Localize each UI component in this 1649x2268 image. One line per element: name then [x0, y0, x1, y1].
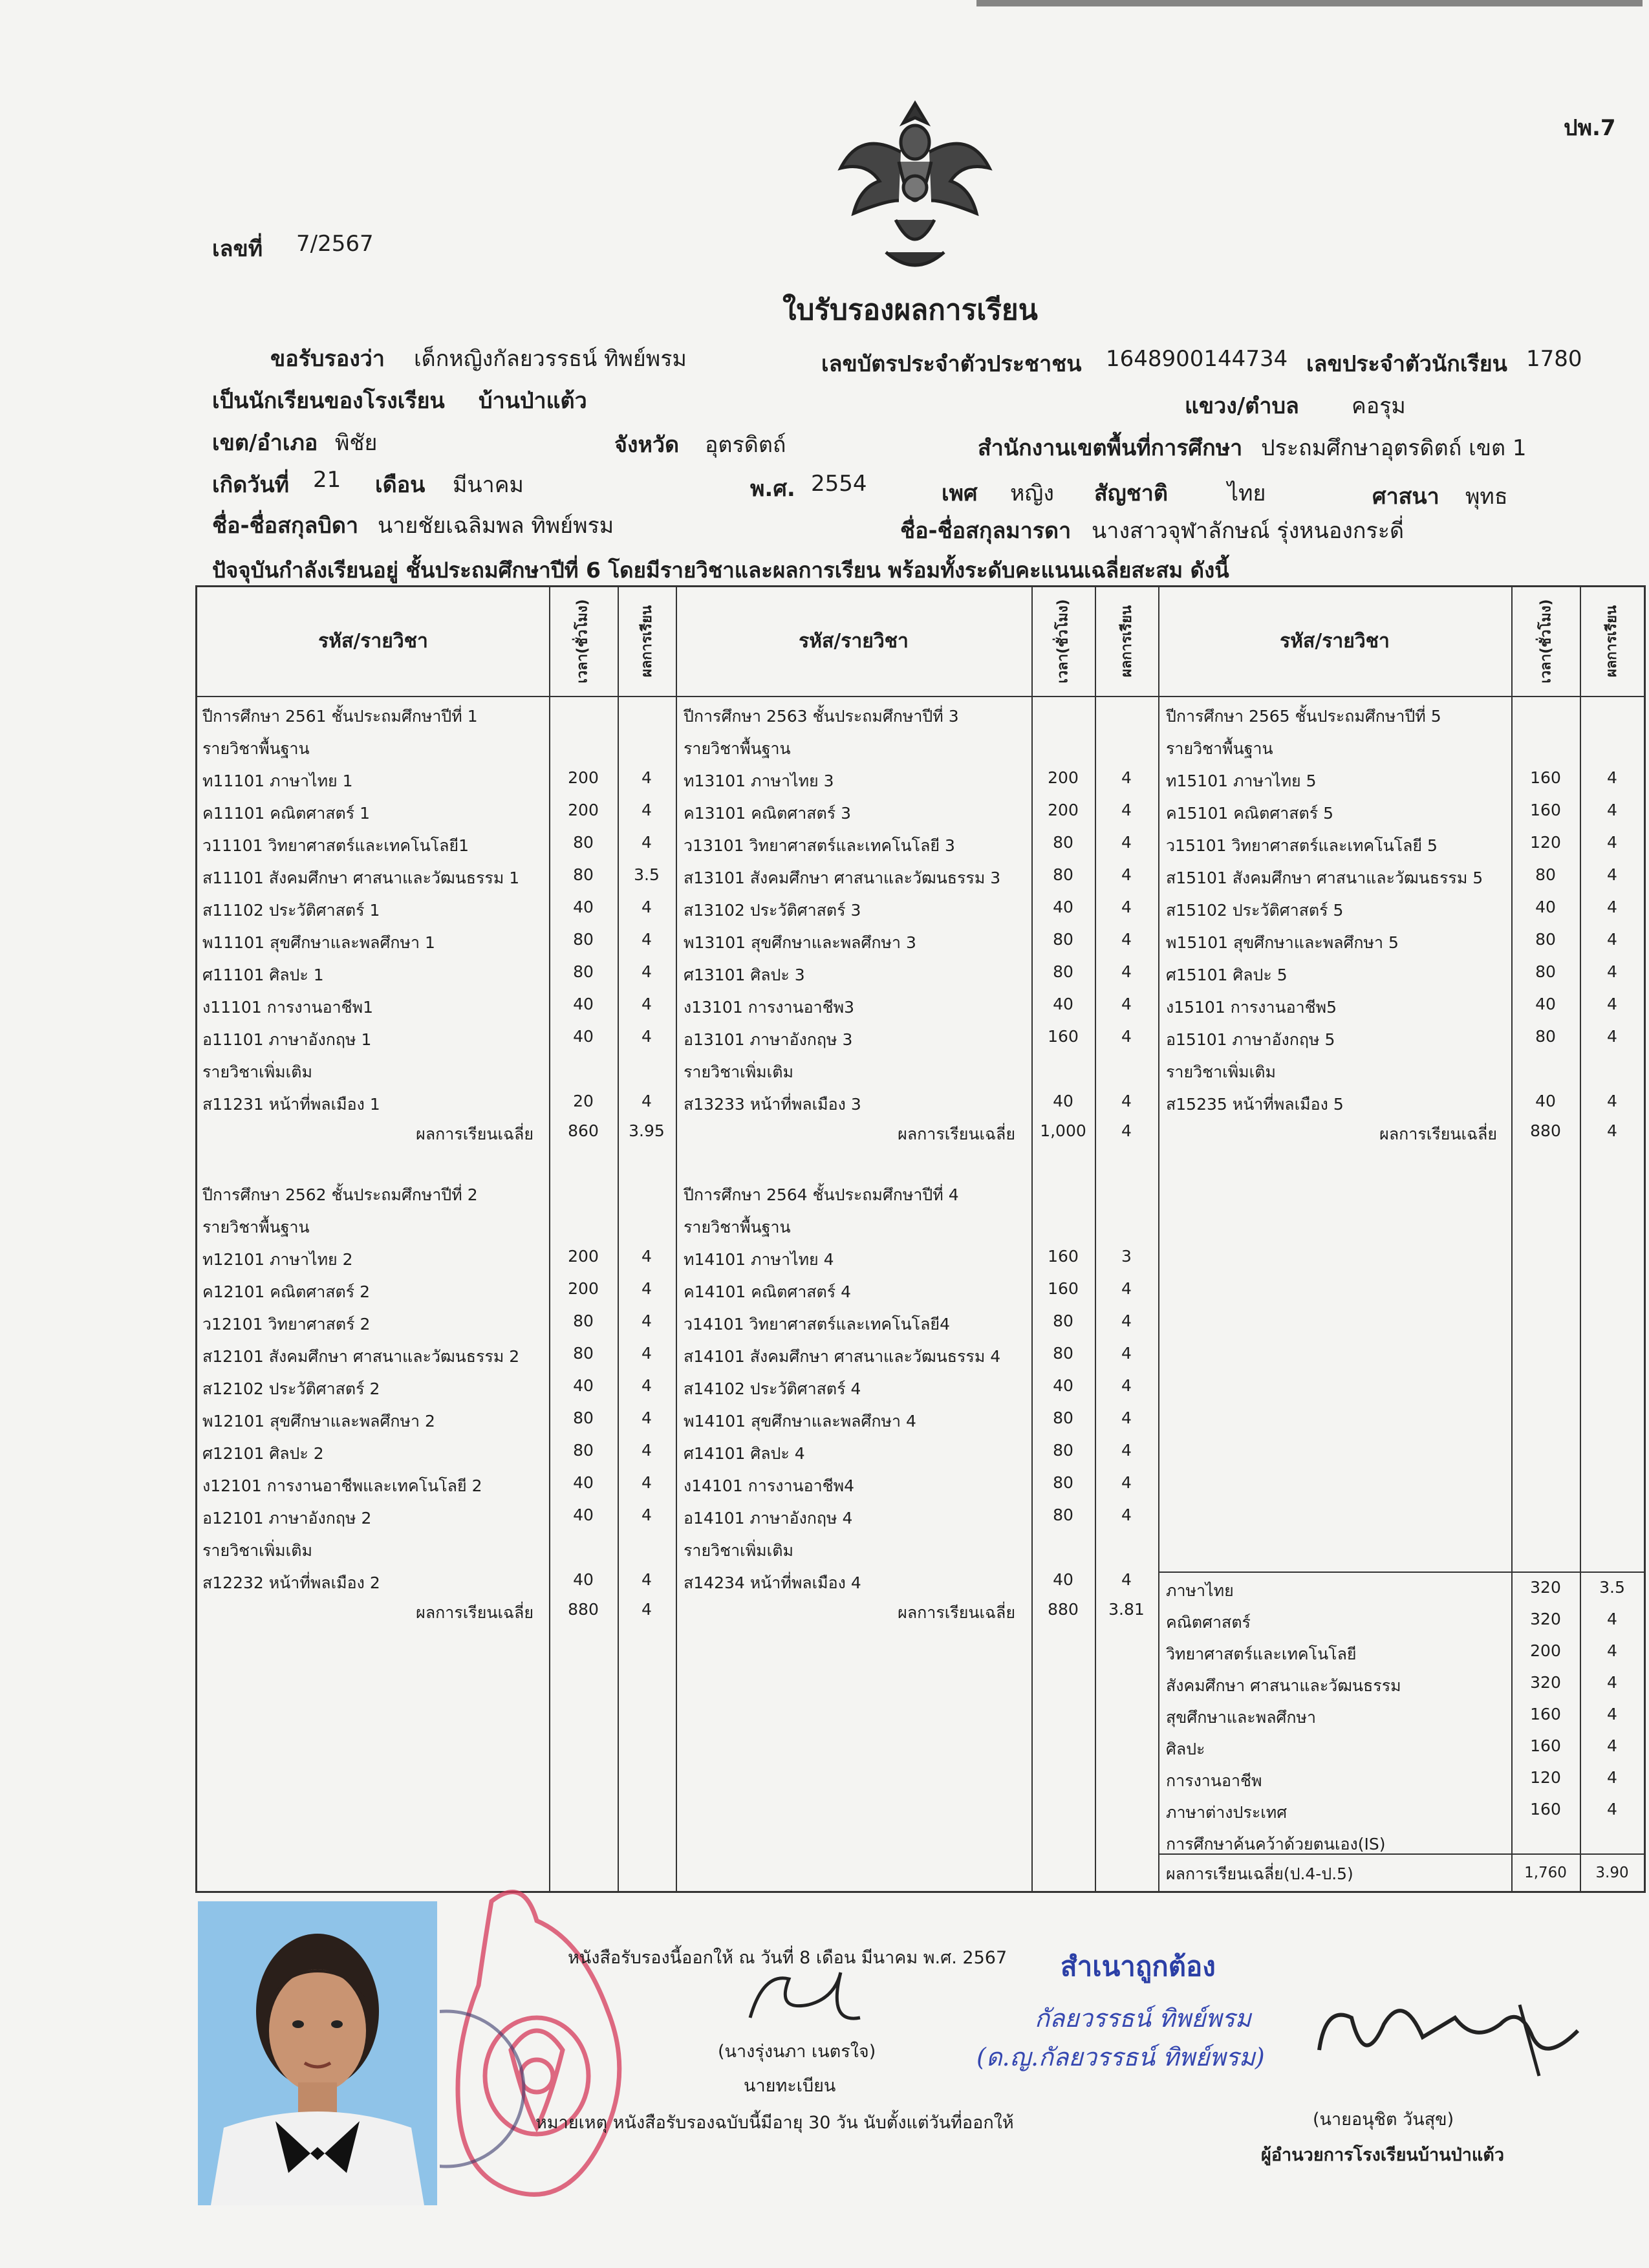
- summary-total-label: ผลการเรียนเฉลี่ย(ป.4-ป.5): [1166, 1864, 1353, 1883]
- subject-hours: 80: [573, 1312, 594, 1330]
- summary-grade: 4: [1607, 1736, 1617, 1755]
- subject-name: ง12101 การงานอาชีพและเทคโนโลยี 2: [202, 1476, 482, 1495]
- extra-subjects-label: รายวิชาเพิ่มเติม: [684, 1541, 793, 1560]
- summary-hours: 320: [1530, 1673, 1561, 1692]
- subject-hours: 120: [1530, 833, 1561, 852]
- summary-hours: 320: [1530, 1578, 1561, 1597]
- subdistrict-label: แขวง/ตำบล: [1185, 393, 1299, 419]
- subject-grade: 3.5: [634, 865, 660, 884]
- subject-name: ท15101 ภาษาไทย 5: [1166, 772, 1317, 790]
- subject-name: ค12101 คณิตศาสตร์ 2: [202, 1282, 371, 1301]
- birth-year: 2554: [811, 471, 867, 497]
- year-heading: ปีการศึกษา 2564 ชั้นประถมศึกษาปีที่ 4: [684, 1185, 959, 1204]
- subject-name: ง14101 การงานอาชีพ4: [684, 1476, 855, 1495]
- summary-grade: 4: [1607, 1673, 1617, 1692]
- average-grade: 3.95: [629, 1121, 665, 1140]
- subject-name: ท13101 ภาษาไทย 3: [684, 772, 834, 790]
- subject-name: ว15101 วิทยาศาสตร์และเทคโนโลยี 5: [1166, 836, 1438, 855]
- subject-grade: 4: [1121, 898, 1132, 916]
- director-name: (นายอนุชิต วันสุข): [1313, 2110, 1454, 2130]
- subject-name: ส15101 สังคมศึกษา ศาสนาและวัฒนธรรม 5: [1166, 869, 1483, 887]
- subject-grade: 4: [1121, 995, 1132, 1013]
- subject-hours: 80: [1053, 1506, 1073, 1524]
- subject-hours: 200: [1048, 801, 1079, 819]
- subject-grade: 4: [641, 930, 652, 949]
- subject-grade: 4: [1121, 1344, 1132, 1363]
- subject-grade: 4: [1607, 930, 1617, 949]
- subject-grade: 4: [1121, 1092, 1132, 1110]
- subject-hours: 40: [1053, 898, 1073, 916]
- subject-grade: 4: [641, 1570, 652, 1589]
- summary-total-hours: 1,760: [1524, 1864, 1567, 1881]
- summary-hours: 160: [1530, 1705, 1561, 1723]
- subject-grade: 4: [1121, 833, 1132, 852]
- month-label: เดือน: [375, 472, 426, 498]
- summary-grade: 4: [1607, 1800, 1617, 1819]
- subject-hours: 40: [1053, 995, 1073, 1013]
- subject-name: พ15101 สุขศึกษาและพลศึกษา 5: [1166, 933, 1399, 952]
- subject-grade: 4: [641, 1376, 652, 1395]
- subject-name: อ14101 ภาษาอังกฤษ 4: [684, 1509, 853, 1528]
- subject-name: อ12101 ภาษาอังกฤษ 2: [202, 1509, 372, 1528]
- summary-subject: การงานอาชีพ: [1166, 1771, 1262, 1790]
- subject-hours: 40: [1053, 1570, 1073, 1589]
- school-seal-icon: [440, 1882, 640, 2218]
- area-value: ประถมศึกษาอุตรดิตถ์ เขต 1: [1261, 435, 1527, 461]
- average-label: ผลการเรียนเฉลี่ย: [1379, 1125, 1497, 1143]
- student-portrait-icon: [198, 1901, 437, 2205]
- extra-subjects-label: รายวิชาเพิ่มเติม: [684, 1063, 793, 1081]
- issued-text: หนังสือรับรองนี้ออกให้ ณ วันที่ 8 เดือน มีนาคม พ.ศ. 2567: [568, 1948, 1008, 1968]
- subject-name: ส11102 ประวัติศาสตร์ 1: [202, 901, 380, 920]
- subject-name: ค13101 คณิตศาสตร์ 3: [684, 804, 852, 823]
- doc-no-label: เลขที่: [212, 236, 263, 262]
- subject-grade: 4: [641, 995, 652, 1013]
- summary-grade: 4: [1607, 1768, 1617, 1787]
- student-photo: [198, 1901, 437, 2205]
- col-header-subject-2: รหัส/รายวิชา: [799, 630, 909, 653]
- subject-hours: 160: [1530, 768, 1561, 787]
- registrar-name: (นางรุ่งนภา เนตรใจ): [718, 2042, 876, 2062]
- basic-subjects-label: รายวิชาพื้นฐาน: [1166, 739, 1273, 758]
- subject-name: อ15101 ภาษาอังกฤษ 5: [1166, 1030, 1335, 1049]
- col-header-grade-2: ผลการเรียน: [1119, 605, 1136, 677]
- col-header-hours-2: เวลา(ชั่วโมง): [1055, 598, 1072, 684]
- subject-name: ค11101 คณิตศาสตร์ 1: [202, 804, 371, 823]
- subject-hours: 40: [1053, 1092, 1073, 1110]
- average-hours: 880: [1048, 1600, 1079, 1619]
- area-label: สำนักงานเขตพื้นที่การศึกษา: [978, 435, 1243, 461]
- subject-grade: 4: [641, 1473, 652, 1492]
- id-card-label: เลขบัตรประจำตัวประชาชน: [821, 351, 1082, 377]
- subject-grade: 4: [641, 833, 652, 852]
- be-label: พ.ศ.: [750, 476, 795, 502]
- school-label: เป็นนักเรียนของโรงเรียน: [212, 388, 445, 414]
- subject-name: ว14101 วิทยาศาสตร์และเทคโนโลยี4: [684, 1315, 950, 1334]
- subject-grade: 4: [1607, 1027, 1617, 1046]
- subject-hours: 80: [1535, 930, 1556, 949]
- subject-name: ศ14101 ศิลปะ 4: [684, 1444, 805, 1463]
- subject-name: ศ13101 ศิลปะ 3: [684, 966, 805, 984]
- subject-hours: 20: [573, 1092, 594, 1110]
- subject-name: ง15101 การงานอาชีพ5: [1166, 998, 1337, 1017]
- summary-grade: 4: [1607, 1610, 1617, 1628]
- student-no-label: เลขประจำตัวนักเรียน: [1306, 351, 1507, 377]
- subject-hours: 40: [573, 898, 594, 916]
- subject-hours: 80: [573, 1409, 594, 1427]
- subject-name: พ13101 สุขศึกษาและพลศึกษา 3: [684, 933, 916, 952]
- subject-hours: 200: [568, 801, 599, 819]
- subject-hours: 80: [1535, 1027, 1556, 1046]
- subdistrict-value: คอรุม: [1352, 393, 1406, 419]
- subject-grade: 4: [1121, 1027, 1132, 1046]
- subject-name: ว11101 วิทยาศาสตร์และเทคโนโลยี1: [202, 836, 469, 855]
- subject-hours: 80: [1053, 930, 1073, 949]
- scan-edge-mark: [976, 0, 1643, 6]
- subject-name: ส15102 ประวัติศาสตร์ 5: [1166, 901, 1344, 920]
- subject-name: ส13233 หน้าที่พลเมือง 3: [684, 1095, 861, 1114]
- subject-hours: 80: [1053, 833, 1073, 852]
- subject-hours: 80: [573, 1344, 594, 1363]
- average-label: ผลการเรียนเฉลี่ย: [416, 1603, 534, 1622]
- year-heading: ปีการศึกษา 2563 ชั้นประถมศึกษาปีที่ 3: [684, 707, 959, 726]
- subject-grade: 4: [1121, 1506, 1132, 1524]
- subject-grade: 4: [641, 1092, 652, 1110]
- subject-name: ค15101 คณิตศาสตร์ 5: [1166, 804, 1334, 823]
- handwritten-full-name: (ด.ญ.กัลยวรรธน์ ทิพย์พรม): [976, 2043, 1265, 2071]
- nationality-label: สัญชาติ: [1094, 481, 1168, 506]
- subject-name: ง13101 การงานอาชีพ3: [684, 998, 855, 1017]
- summary-subject: คณิตศาสตร์: [1166, 1613, 1251, 1632]
- current-study-text: ปัจจุบันกำลังเรียนอยู่ ชั้นประถมศึกษาปีที่ 6 โดยมีรายวิชาและผลการเรียน พร้อมทั้งระดับคะแนนเฉลี่ยสะสม ดังนี้: [212, 557, 1229, 583]
- subject-grade: 4: [641, 1409, 652, 1427]
- col-header-subject-3: รหัส/รายวิชา: [1280, 630, 1390, 653]
- average-grade: 4: [1607, 1121, 1617, 1140]
- average-hours: 1,000: [1040, 1121, 1086, 1140]
- subject-grade: 4: [641, 1279, 652, 1298]
- subject-name: ว13101 วิทยาศาสตร์และเทคโนโลยี 3: [684, 836, 955, 855]
- student-name: เด็กหญิงกัลยวรรธน์ ทิพย์พรม: [414, 346, 687, 372]
- average-hours: 860: [568, 1121, 599, 1140]
- doc-no-value: 7/2567: [296, 231, 374, 257]
- subject-hours: 40: [573, 1473, 594, 1492]
- summary-subject: ศิลปะ: [1166, 1740, 1205, 1758]
- subject-grade: 4: [641, 1312, 652, 1330]
- validity-note: หมายเหตุ หนังสือรับรองฉบับนี้มีอายุ 30 วัน นับตั้งแต่วันที่ออกให้: [535, 2113, 1014, 2133]
- average-label: ผลการเรียนเฉลี่ย: [898, 1603, 1015, 1622]
- year-heading: ปีการศึกษา 2562 ชั้นประถมศึกษาปีที่ 2: [202, 1185, 478, 1204]
- director-signature-icon: [1306, 1979, 1591, 2095]
- subject-name: ส14101 สังคมศึกษา ศาสนาและวัฒนธรรม 4: [684, 1347, 1001, 1366]
- district-label: เขต/อำเภอ: [212, 430, 318, 456]
- subject-grade: 4: [641, 898, 652, 916]
- subject-name: ส12232 หน้าที่พลเมือง 2: [202, 1573, 380, 1592]
- subject-hours: 80: [1535, 962, 1556, 981]
- subject-grade: 4: [1607, 768, 1617, 787]
- basic-subjects-label: รายวิชาพื้นฐาน: [202, 739, 310, 758]
- subject-name: ส12101 สังคมศึกษา ศาสนาและวัฒนธรรม 2: [202, 1347, 520, 1366]
- certify-label: ขอรับรองว่า: [270, 346, 385, 372]
- nationality-value: ไทย: [1227, 481, 1266, 506]
- grade-table: [195, 585, 1646, 1893]
- subject-grade: 4: [1121, 1570, 1132, 1589]
- subject-name: อ11101 ภาษาอังกฤษ 1: [202, 1030, 372, 1049]
- birth-day: 21: [313, 467, 341, 493]
- id-card-value: 1648900144734: [1106, 346, 1288, 372]
- extra-subjects-label: รายวิชาเพิ่มเติม: [202, 1063, 312, 1081]
- col-header-hours-1: เวลา(ชั่วโมง): [574, 598, 591, 684]
- subject-name: ส11231 หน้าที่พลเมือง 1: [202, 1095, 380, 1114]
- subject-hours: 80: [573, 1441, 594, 1460]
- subject-hours: 40: [1535, 1092, 1556, 1110]
- subject-name: ส13101 สังคมศึกษา ศาสนาและวัฒนธรรม 3: [684, 869, 1001, 887]
- subject-name: ว12101 วิทยาศาสตร์ 2: [202, 1315, 371, 1334]
- subject-name: พ14101 สุขศึกษาและพลศึกษา 4: [684, 1412, 916, 1431]
- province-label: จังหวัด: [614, 432, 680, 458]
- subject-grade: 4: [1121, 930, 1132, 949]
- summary-hours: 200: [1530, 1641, 1561, 1660]
- birth-label: เกิดวันที่: [212, 472, 290, 498]
- average-grade: 3.81: [1108, 1600, 1145, 1619]
- subject-name: พ12101 สุขศึกษาและพลศึกษา 2: [202, 1412, 435, 1431]
- school-value: บ้านป่าแต้ว: [479, 388, 587, 414]
- basic-subjects-label: รายวิชาพื้นฐาน: [202, 1218, 310, 1237]
- extra-subjects-label: รายวิชาเพิ่มเติม: [202, 1541, 312, 1560]
- subject-grade: 4: [1121, 1376, 1132, 1395]
- col-header-grade-3: ผลการเรียน: [1604, 605, 1621, 677]
- subject-hours: 80: [573, 833, 594, 852]
- summary-subject: สังคมศึกษา ศาสนาและวัฒนธรรม: [1166, 1676, 1401, 1695]
- sex-value: หญิง: [1010, 481, 1054, 506]
- subject-grade: 4: [1121, 1312, 1132, 1330]
- summary-hours: 160: [1530, 1800, 1561, 1819]
- subject-grade: 4: [1121, 801, 1132, 819]
- subject-name: ส12102 ประวัติศาสตร์ 2: [202, 1379, 380, 1398]
- subject-hours: 40: [1535, 898, 1556, 916]
- average-grade: 4: [641, 1600, 652, 1619]
- basic-subjects-label: รายวิชาพื้นฐาน: [684, 1218, 791, 1237]
- summary-grade: 4: [1607, 1641, 1617, 1660]
- district-value: พิชัย: [335, 430, 378, 456]
- summary-grade: 3.5: [1599, 1578, 1625, 1597]
- subject-hours: 40: [573, 1570, 594, 1589]
- subject-name: ค14101 คณิตศาสตร์ 4: [684, 1282, 852, 1301]
- subject-grade: 4: [641, 801, 652, 819]
- subject-name: ส15235 หน้าที่พลเมือง 5: [1166, 1095, 1344, 1114]
- subject-hours: 80: [1053, 1441, 1073, 1460]
- subject-grade: 3: [1121, 1247, 1132, 1266]
- subject-hours: 200: [1048, 768, 1079, 787]
- col-header-grade-1: ผลการเรียน: [639, 605, 656, 677]
- mother-label: ชื่อ-ชื่อสกุลมารดา: [900, 518, 1072, 544]
- year-heading: ปีการศึกษา 2565 ชั้นประถมศึกษาปีที่ 5: [1166, 707, 1441, 726]
- subject-grade: 4: [1607, 995, 1617, 1013]
- subject-grade: 4: [1607, 833, 1617, 852]
- religion-value: พุทธ: [1465, 484, 1508, 510]
- subject-hours: 80: [573, 930, 594, 949]
- subject-hours: 40: [573, 1506, 594, 1524]
- average-grade: 4: [1121, 1121, 1132, 1140]
- subject-name: ส11101 สังคมศึกษา ศาสนาและวัฒนธรรม 1: [202, 869, 520, 887]
- subject-hours: 160: [1048, 1279, 1079, 1298]
- subject-hours: 80: [1053, 962, 1073, 981]
- subject-name: ท14101 ภาษาไทย 4: [684, 1250, 834, 1269]
- summary-subject: การศึกษาค้นคว้าด้วยตนเอง(IS): [1166, 1835, 1386, 1853]
- year-heading: ปีการศึกษา 2561 ชั้นประถมศึกษาปีที่ 1: [202, 707, 478, 726]
- form-code: ปพ.7: [1564, 115, 1616, 141]
- subject-grade: 4: [1121, 1279, 1132, 1298]
- subject-hours: 80: [1053, 865, 1073, 884]
- religion-label: ศาสนา: [1372, 484, 1439, 510]
- subject-name: ส14102 ประวัติศาสตร์ 4: [684, 1379, 861, 1398]
- subject-hours: 80: [573, 865, 594, 884]
- subject-hours: 40: [573, 1027, 594, 1046]
- subject-hours: 80: [1053, 1344, 1073, 1363]
- subject-name: ท12101 ภาษาไทย 2: [202, 1250, 353, 1269]
- subject-grade: 4: [641, 1027, 652, 1046]
- average-hours: 880: [568, 1600, 599, 1619]
- col-header-hours-3: เวลา(ชั่วโมง): [1538, 598, 1555, 684]
- summary-subject: สุขศึกษาและพลศึกษา: [1166, 1708, 1317, 1727]
- copy-certified-stamp: สำเนาถูกต้อง: [1061, 1950, 1216, 1982]
- summary-hours: 160: [1530, 1736, 1561, 1755]
- subject-grade: 4: [1607, 801, 1617, 819]
- subject-grade: 4: [1607, 1092, 1617, 1110]
- subject-name: ศ15101 ศิลปะ 5: [1166, 966, 1288, 984]
- sex-label: เพศ: [942, 481, 978, 506]
- average-label: ผลการเรียนเฉลี่ย: [898, 1125, 1015, 1143]
- subject-grade: 4: [641, 1344, 652, 1363]
- subject-hours: 80: [1053, 1409, 1073, 1427]
- subject-grade: 4: [1121, 962, 1132, 981]
- director-title: ผู้อำนวยการโรงเรียนบ้านป่าแต้ว: [1261, 2145, 1504, 2165]
- subject-hours: 80: [1053, 1473, 1073, 1492]
- subject-grade: 4: [1121, 865, 1132, 884]
- summary-total-grade: 3.90: [1595, 1864, 1629, 1881]
- subject-grade: 4: [1607, 865, 1617, 884]
- subject-name: ศ12101 ศิลปะ 2: [202, 1444, 324, 1463]
- subject-grade: 4: [1607, 962, 1617, 981]
- subject-hours: 160: [1530, 801, 1561, 819]
- summary-grade: 4: [1607, 1705, 1617, 1723]
- average-hours: 880: [1530, 1121, 1561, 1140]
- subject-hours: 200: [568, 768, 599, 787]
- subject-hours: 80: [1535, 865, 1556, 884]
- extra-subjects-label: รายวิชาเพิ่มเติม: [1166, 1063, 1276, 1081]
- subject-hours: 200: [568, 1279, 599, 1298]
- subject-name: ส14234 หน้าที่พลเมือง 4: [684, 1573, 861, 1592]
- subject-name: ง11101 การงานอาชีพ1: [202, 998, 374, 1017]
- subject-grade: 4: [641, 1247, 652, 1266]
- subject-hours: 40: [1053, 1376, 1073, 1395]
- subject-grade: 4: [641, 962, 652, 981]
- birth-month: มีนาคม: [453, 472, 524, 498]
- average-label: ผลการเรียนเฉลี่ย: [416, 1125, 534, 1143]
- father-label: ชื่อ-ชื่อสกุลบิดา: [212, 513, 359, 539]
- subject-grade: 4: [1121, 1441, 1132, 1460]
- subject-grade: 4: [1121, 768, 1132, 787]
- father-value: นายชัยเฉลิมพล ทิพย์พรม: [378, 513, 614, 539]
- subject-hours: 80: [1053, 1312, 1073, 1330]
- subject-name: ศ11101 ศิลปะ 1: [202, 966, 324, 984]
- garuda-emblem-icon: [834, 91, 996, 285]
- subject-name: พ11101 สุขศึกษาและพลศึกษา 1: [202, 933, 435, 952]
- summary-hours: 120: [1530, 1768, 1561, 1787]
- subject-grade: 4: [641, 1441, 652, 1460]
- subject-hours: 200: [568, 1247, 599, 1266]
- subject-hours: 40: [1535, 995, 1556, 1013]
- summary-subject: ภาษาไทย: [1166, 1581, 1234, 1600]
- subject-grade: 4: [1607, 898, 1617, 916]
- subject-hours: 160: [1048, 1027, 1079, 1046]
- subject-hours: 40: [573, 995, 594, 1013]
- summary-subject: วิทยาศาสตร์และเทคโนโลยี: [1166, 1645, 1357, 1663]
- mother-value: นางสาวจุฬาลักษณ์ รุ่งหนองกระดี่: [1092, 518, 1405, 544]
- summary-hours: 320: [1530, 1610, 1561, 1628]
- page-title: ใบรับรองผลการเรียน: [782, 294, 1038, 327]
- registrar-signature-icon: [737, 1960, 867, 2037]
- subject-name: อ13101 ภาษาอังกฤษ 3: [684, 1030, 853, 1049]
- subject-grade: 4: [641, 1506, 652, 1524]
- subject-grade: 4: [641, 768, 652, 787]
- subject-grade: 4: [1121, 1473, 1132, 1492]
- registrar-title: นายทะเบียน: [744, 2076, 836, 2096]
- subject-hours: 160: [1048, 1247, 1079, 1266]
- summary-subject: ภาษาต่างประเทศ: [1166, 1803, 1288, 1822]
- student-no-value: 1780: [1526, 346, 1582, 372]
- subject-hours: 80: [573, 962, 594, 981]
- province-value: อุตรดิตถ์: [705, 432, 786, 458]
- subject-grade: 4: [1121, 1409, 1132, 1427]
- handwritten-name: กัลยวรรธน์ ทิพย์พรม: [1035, 2004, 1251, 2033]
- subject-name: ท11101 ภาษาไทย 1: [202, 772, 353, 790]
- subject-name: ส13102 ประวัติศาสตร์ 3: [684, 901, 861, 920]
- basic-subjects-label: รายวิชาพื้นฐาน: [684, 739, 791, 758]
- col-header-subject-1: รหัส/รายวิชา: [318, 630, 428, 653]
- subject-hours: 40: [573, 1376, 594, 1395]
